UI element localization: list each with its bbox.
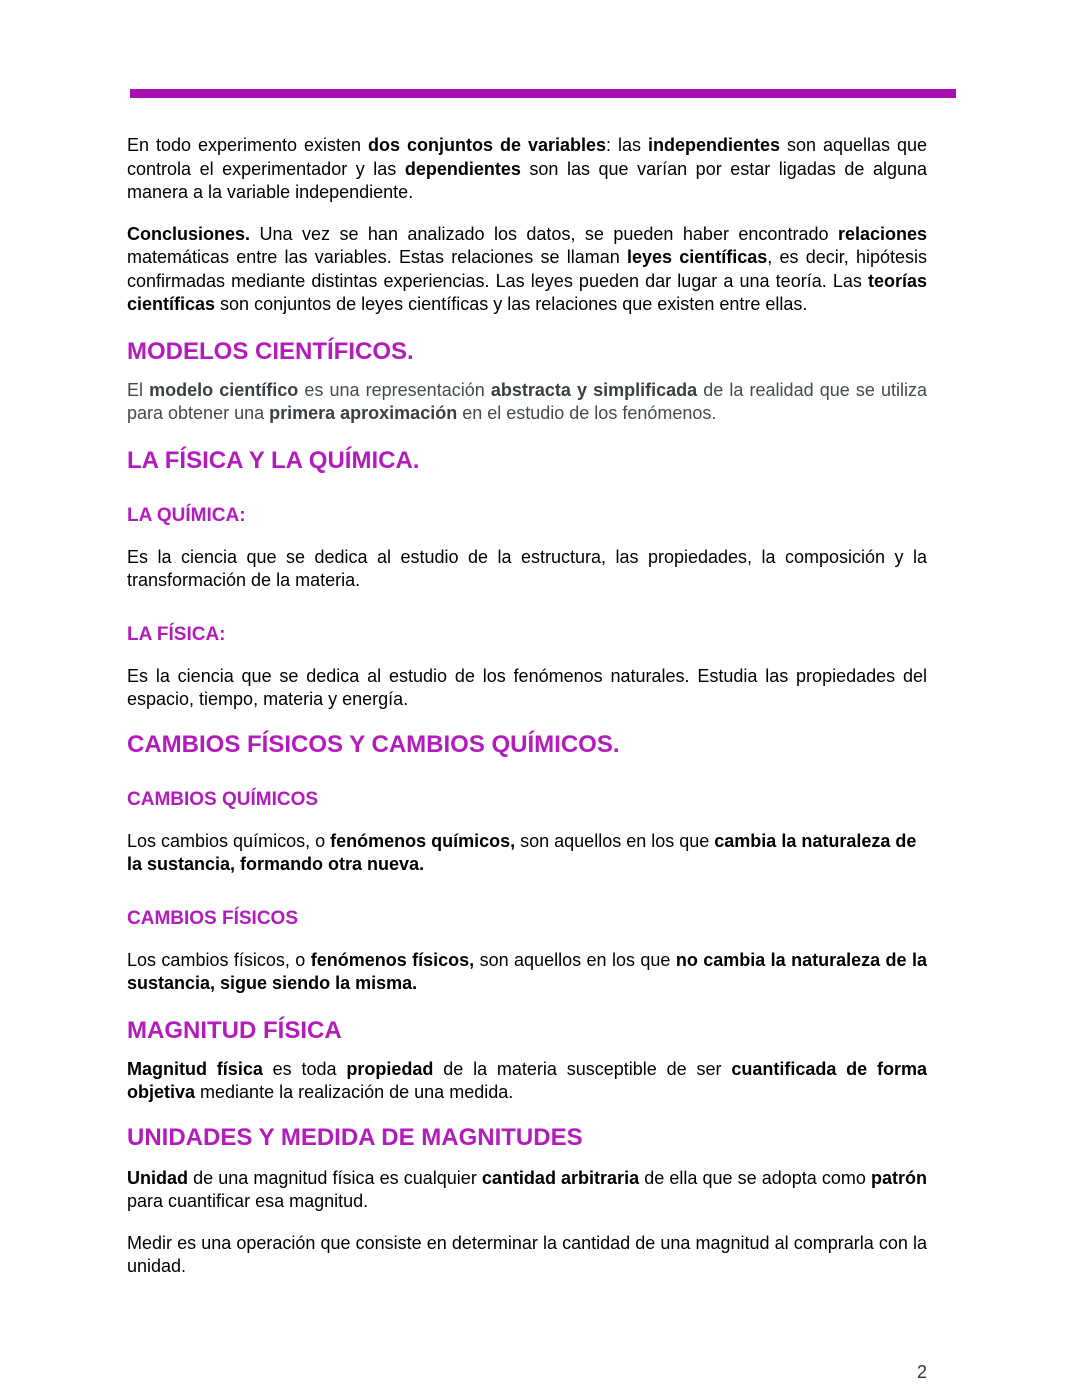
page-number: 2 [916, 1362, 927, 1382]
heading-fisica: LA FÍSICA: [127, 623, 226, 645]
heading-modelos-cientificos: MODELOS CIENTÍFICOS. [127, 337, 414, 365]
heading-cambios-fisicos: CAMBIOS FÍSICOS [127, 907, 299, 929]
heading-cambios: CAMBIOS FÍSICOS Y CAMBIOS QUÍMICOS. [127, 730, 620, 758]
paragraph-cambios-fisicos: Los cambios físicos, o fenómenos físicos, son aquellos en los que no cambia la naturaleza de la sustancia, sigue siendo la misma. [127, 949, 927, 993]
paragraph-medir: Medir es una operación que consiste en determinar la cantidad de una magnitud al comprarla con la unidad. [127, 1232, 927, 1276]
heading-fisica-quimica: LA FÍSICA Y LA QUÍMICA. [127, 446, 420, 474]
heading-unidades: UNIDADES Y MEDIDA DE MAGNITUDES [127, 1123, 583, 1151]
paragraph-quimica: Es la ciencia que se dedica al estudio de la estructura, las propiedades, la composición y la transformación de la materia. [127, 546, 927, 590]
heading-magnitud-fisica: MAGNITUD FÍSICA [127, 1016, 342, 1044]
paragraph-conclusiones: Conclusiones. Una vez se han analizado los datos, se pueden haber encontrado relaciones matemáticas entre las variables. Estas relaciones se llaman leyes científicas, es decir, hipótesis confirmadas mediante distintas experiencias. Las leyes pueden dar lugar a una teoría. Las teorías científicas son conjuntos de leyes científicas y las relaciones que existen entre ellas. [127, 223, 927, 314]
paragraph-variables: En todo experimento existen dos conjuntos de variables: las independientes son aquellas que controla el experimentador y las dependientes son las que varían por estar ligadas de alguna manera a la variable independiente. [127, 135, 928, 202]
paragraph-cambios-quimicos: Los cambios químicos, o fenómenos químicos, son aquellos en los que cambia la naturaleza de la sustancia, formando otra nueva. [127, 830, 917, 874]
top-rule [130, 89, 956, 98]
paragraph-modelo: El modelo científico es una representación abstracta y simplificada de la realidad que se utiliza para obtener una primera aproximación en el estudio de los fenómenos. [127, 379, 927, 423]
paragraph-fisica: Es la ciencia que se dedica al estudio de los fenómenos naturales. Estudia las propiedades del espacio, tiempo, materia y energía. [127, 665, 927, 709]
paragraph-unidad: Unidad de una magnitud física es cualquier cantidad arbitraria de ella que se adopta como patrón para cuantificar esa magnitud. [127, 1167, 927, 1211]
page-content [127, 134, 927, 1279]
paragraph-magnitud: Magnitud física es toda propiedad de la materia susceptible de ser cuantificada de forma objetiva mediante la realización de una medida. [127, 1058, 928, 1102]
heading-cambios-quimicos: CAMBIOS QUÍMICOS [127, 788, 319, 810]
heading-quimica: LA QUÍMICA: [127, 504, 246, 526]
